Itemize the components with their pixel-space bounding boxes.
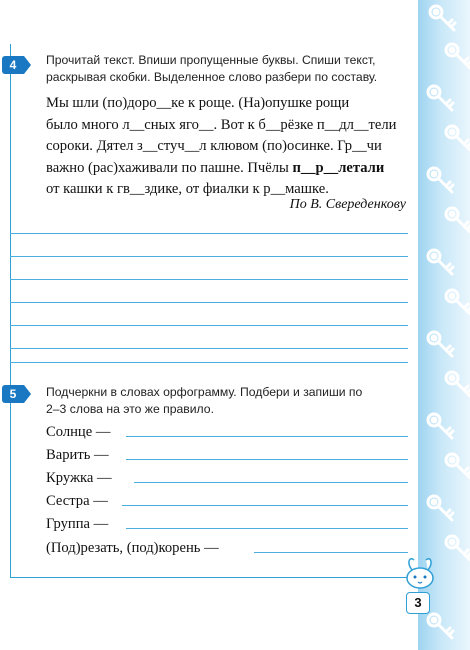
margin-line: [10, 44, 11, 578]
answer-line[interactable]: [122, 505, 408, 506]
task-5-number-badge: 5: [2, 385, 24, 403]
writing-line[interactable]: [10, 233, 408, 234]
bottom-border-line: [10, 577, 418, 578]
word-gruppa: Группа —: [46, 516, 109, 532]
text-line: сороки. Дятел з__стуч__л клювом (по)осинке. Гр__чи: [46, 138, 382, 154]
word-sestra: Сестра —: [46, 493, 108, 509]
writing-line[interactable]: [10, 302, 408, 303]
writing-line[interactable]: [10, 279, 408, 280]
task-5-instruction-line1: Подчеркни в словах орфограмму. Подбери и запиши по: [46, 385, 363, 399]
answer-line[interactable]: [126, 436, 408, 437]
task-5-instruction-line2: 2–3 слова на это же правило.: [46, 402, 214, 416]
answer-line[interactable]: [126, 459, 408, 460]
task-4-number-badge: 4: [2, 56, 24, 74]
text-line: Мы шли (по)доро__ке к роще. (На)опушке рощи: [46, 95, 350, 111]
decorative-key-border: [418, 0, 470, 650]
writing-line[interactable]: [10, 256, 408, 257]
writing-line[interactable]: [10, 348, 408, 349]
answer-line[interactable]: [134, 482, 408, 483]
writing-line[interactable]: [10, 362, 408, 363]
word-varit: Варить —: [46, 447, 109, 463]
text-line: от кашки к гв__здике, от фиалки к р__машке.: [46, 181, 329, 197]
task-4-instruction: [46, 52, 377, 86]
task-4-instruction-line2: раскрывая скобки. Выделенное слово разбери по составу.: [46, 70, 378, 84]
answer-line[interactable]: [126, 528, 408, 529]
word-solntse: Солнце —: [46, 424, 111, 440]
text-author: По В. Свереденкову: [289, 197, 406, 212]
task-4-text: [46, 93, 408, 201]
bunny-icon: [400, 556, 444, 596]
writing-line[interactable]: [10, 325, 408, 326]
text-fragment: важно (рас)хаживали по пашне. Пчёлы: [46, 159, 289, 176]
bold-word: п__р__летали: [292, 159, 385, 176]
task-5-instruction: [46, 384, 362, 418]
page-number: 3: [406, 592, 430, 614]
text-line: [46, 158, 408, 180]
task-4-instruction-line1: Прочитай текст. Впиши пропущенные буквы. Спиши текст,: [46, 53, 376, 67]
answer-line[interactable]: [254, 552, 408, 553]
word-podrezat: (Под)резать, (под)корень —: [46, 540, 219, 556]
word-kruzhka: Кружка —: [46, 470, 112, 486]
key-pattern-icon: [418, 0, 470, 650]
text-line: было много л__сных яго__. Вот к б__рёзке п__дл__тели: [46, 116, 397, 133]
